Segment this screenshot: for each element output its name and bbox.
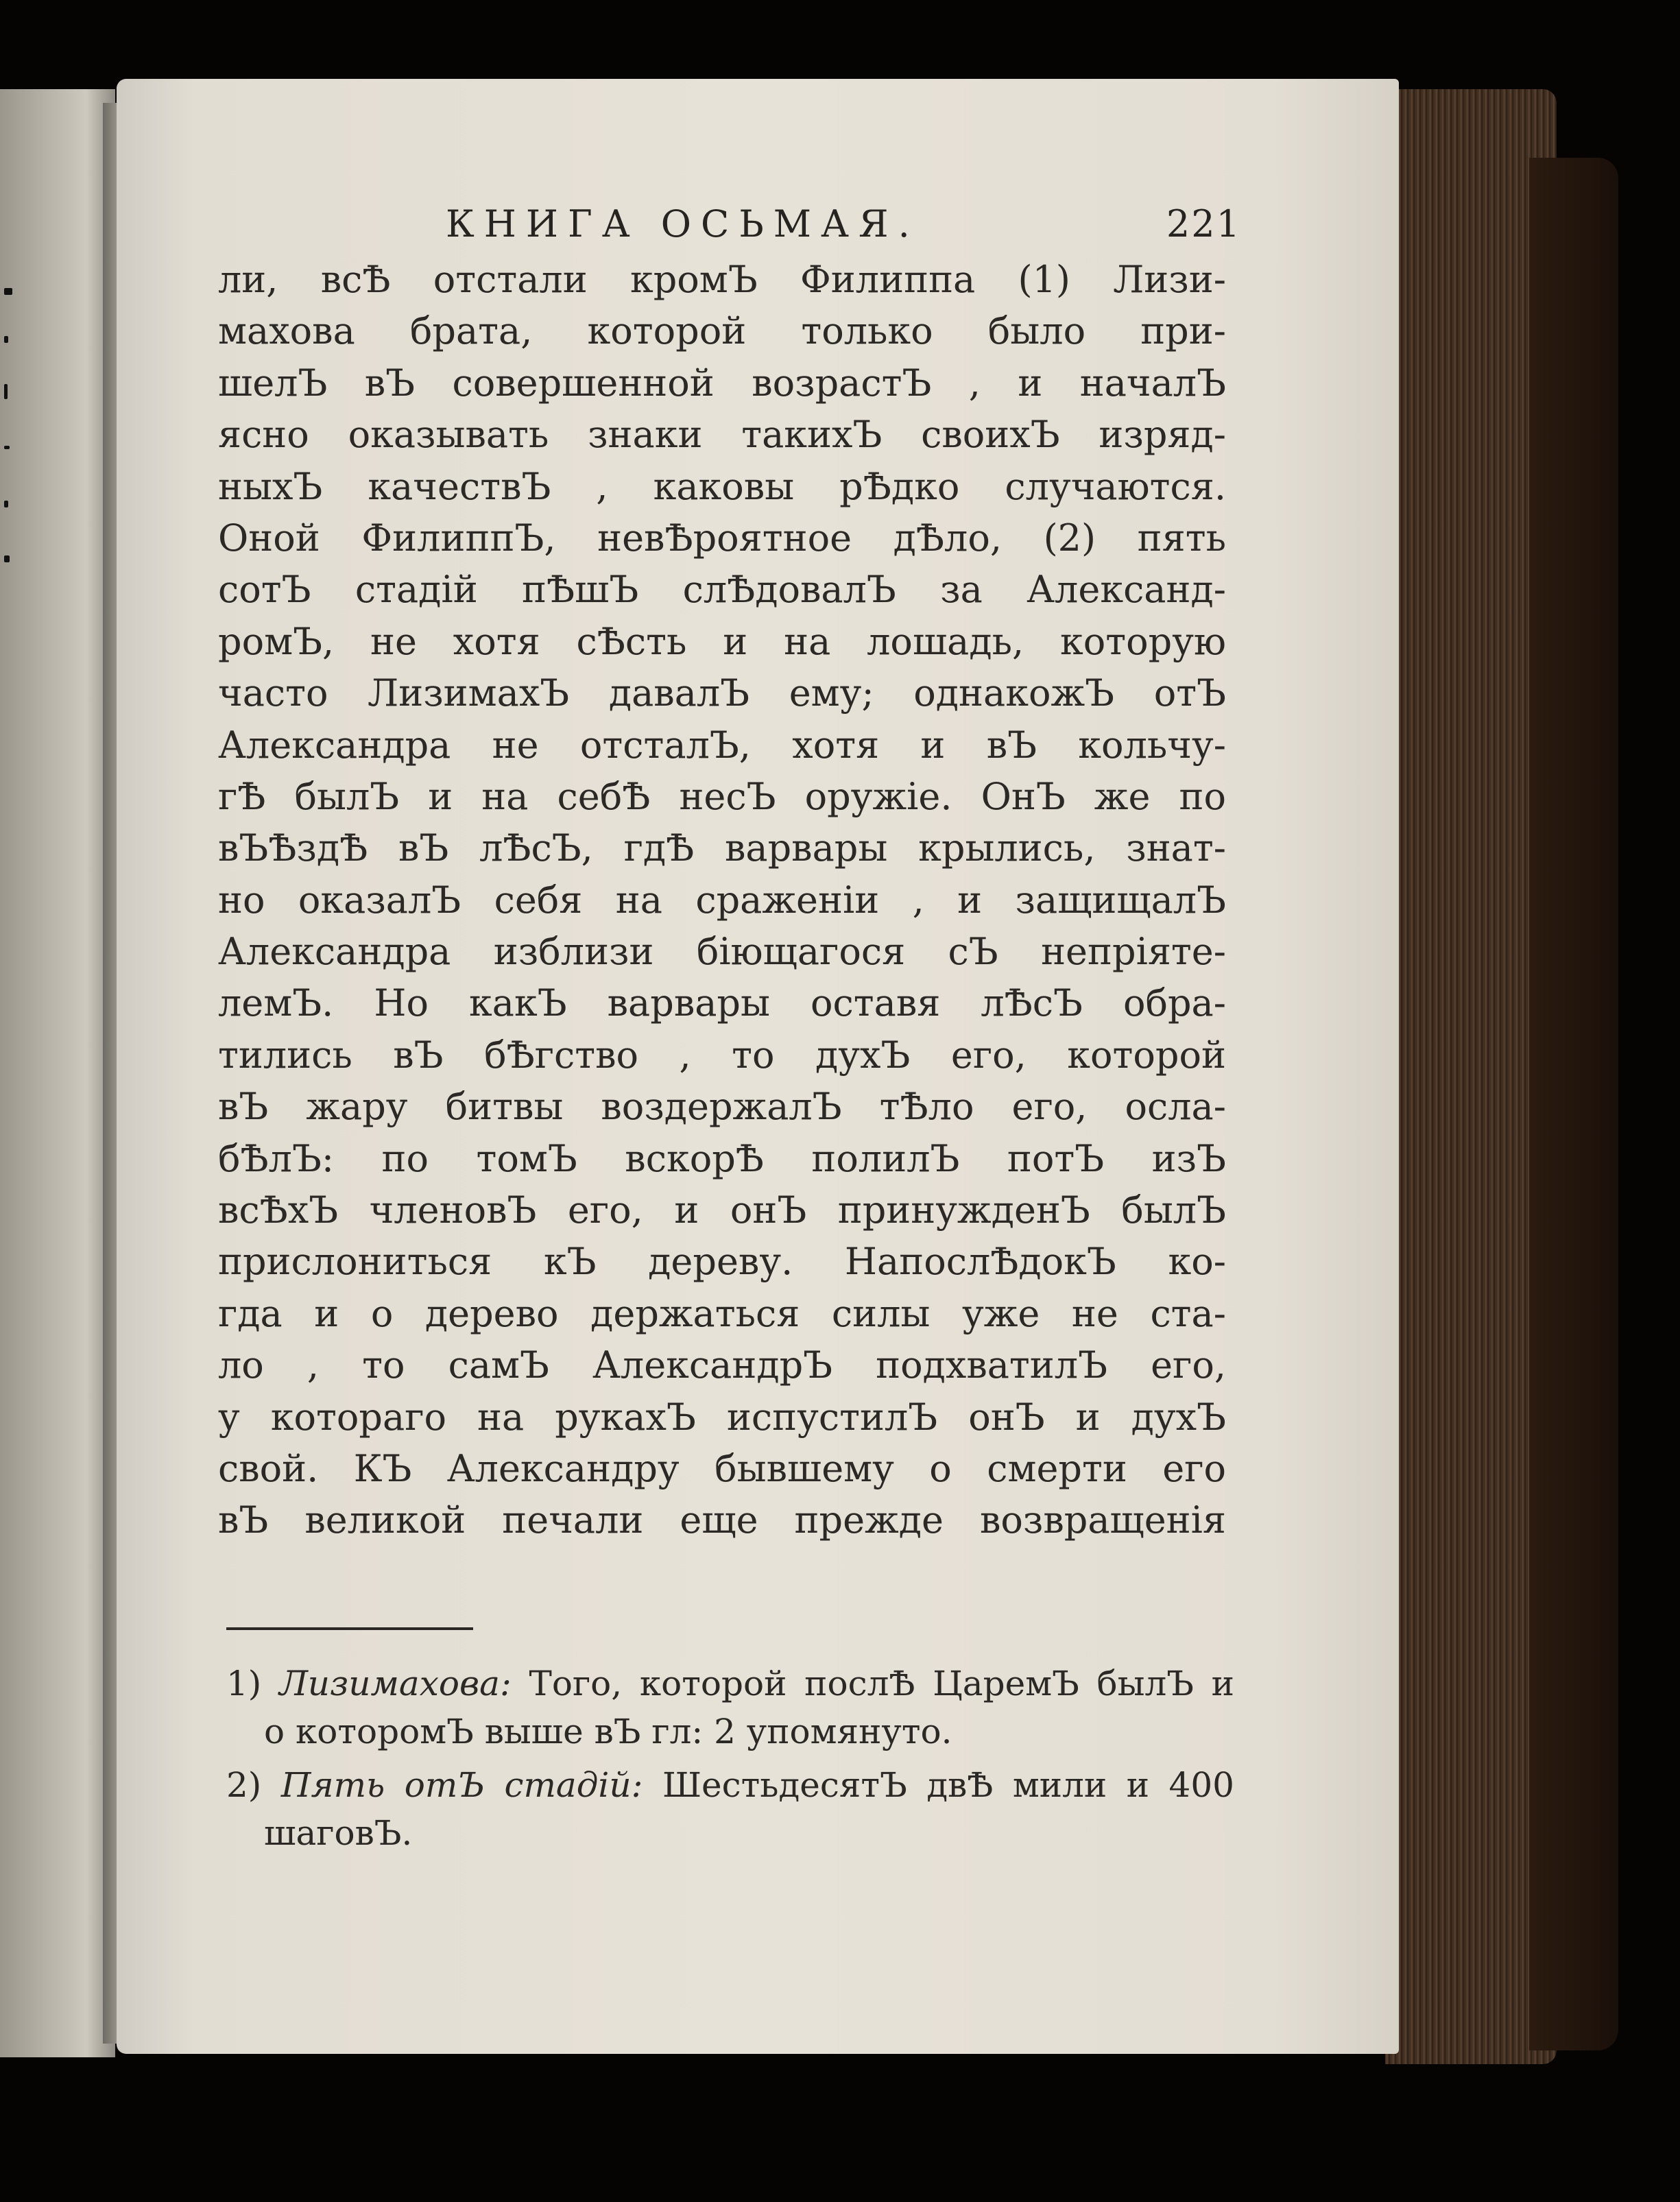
text-line: часто ЛизимахЪ давалЪ ему; однакожЪ отЪ (218, 671, 1226, 715)
text-line: ныхЪ качествЪ , каковы рѢдко случаются. (218, 464, 1226, 508)
margin-mark (4, 555, 10, 562)
margin-mark (4, 288, 12, 295)
text-line: ясно оказывать знаки такихЪ своихЪ изряд- (218, 413, 1226, 457)
text-line: бѢлЪ: по томЪ вскорѢ полилЪ потЪ изЪ (218, 1136, 1226, 1180)
footnote-continuation: о которомЪ выше вЪ гл: 2 упомянуто. (264, 1712, 952, 1751)
book-cover (1529, 158, 1618, 2050)
text-line: у котораго на рукахЪ испустилЪ онЪ и духЪ (218, 1395, 1226, 1439)
footnote-number: 2) (226, 1765, 262, 1805)
text-line: Оной ФилиппЪ, невѢроятное дѢло, (2) пять (218, 516, 1226, 560)
footnote-first-line (226, 1761, 1234, 1809)
body-text (218, 254, 1226, 1546)
page-number: 221 (1166, 202, 1241, 246)
text-line: вЪ великой печали еще прежде возвращенія (218, 1498, 1226, 1542)
text-line: ли, всѢ отстали кромЪ Филиппа (1) Лизи- (218, 258, 1226, 301)
text-line: Александра не отсталЪ, хотя и вЪ кольчу- (218, 723, 1226, 767)
footnote-term: Пять отЪ стадій: (280, 1765, 643, 1805)
text-line: но оказалЪ себя на сраженіи , и защищалЪ (218, 878, 1226, 922)
text-line: шелЪ вЪ совершенной возрастЪ , и началЪ (218, 361, 1226, 405)
footnote-continuation: шаговЪ. (264, 1813, 413, 1853)
footnotes (226, 1660, 1234, 1863)
text-line: всѢхЪ членовЪ его, и онЪ принужденЪ былЪ (218, 1188, 1226, 1232)
footnote-2 (226, 1761, 1234, 1857)
margin-mark (4, 501, 8, 507)
book-title: КНИГА ОСЬМАЯ. (446, 202, 920, 246)
footnote-first-line (226, 1660, 1234, 1708)
footnote-1 (226, 1660, 1234, 1756)
margin-mark (4, 384, 8, 399)
text-line: гда и о дерево держаться силы уже не ста- (218, 1291, 1226, 1335)
text-line: Александра изблизи біющагося сЪ непріяте- (218, 930, 1226, 974)
footnote-text: Того, которой послѢ ЦаремЪ былЪ и (529, 1664, 1234, 1703)
text-line: гѢ былЪ и на себѢ несЪ оружіе. ОнЪ же по (218, 774, 1226, 818)
margin-mark (4, 336, 8, 343)
text-line: свой. КЪ Александру бывшему о смерти его (218, 1446, 1226, 1490)
footnote-number: 1) (226, 1664, 262, 1703)
text-line: ло , то самЪ АлександрЪ подхватилЪ его, (218, 1343, 1226, 1387)
footnote-text: ШестьдесятЪ двѢ мили и 400 (662, 1765, 1234, 1805)
text-line: сотЪ стадій пѢшЪ слѢдовалЪ за Александ- (218, 568, 1226, 612)
text-line: махова брата, которой только было при- (218, 309, 1226, 353)
margin-mark (4, 446, 10, 449)
text-line: тились вЪ бѢгство , то духЪ его, которой (218, 1033, 1226, 1077)
running-header (446, 202, 1241, 257)
footnote-term: Лизимахова: (279, 1664, 512, 1703)
left-page-edge (0, 89, 115, 2057)
text-line: вЪ жару битвы воздержалЪ тѢло его, осла- (218, 1085, 1226, 1129)
text-line: лемЪ. Но какЪ варвары оставя лѢсЪ обра- (218, 981, 1226, 1025)
text-line: вЪѢздѢ вЪ лѢсЪ, гдѢ варвары крылись, знат- (218, 826, 1226, 870)
text-line: прислониться кЪ дереву. НапослѢдокЪ ко- (218, 1240, 1226, 1284)
footnote-rule (226, 1627, 473, 1630)
text-line: ромЪ, не хотя сѢсть и на лошадь, которую (218, 619, 1226, 663)
